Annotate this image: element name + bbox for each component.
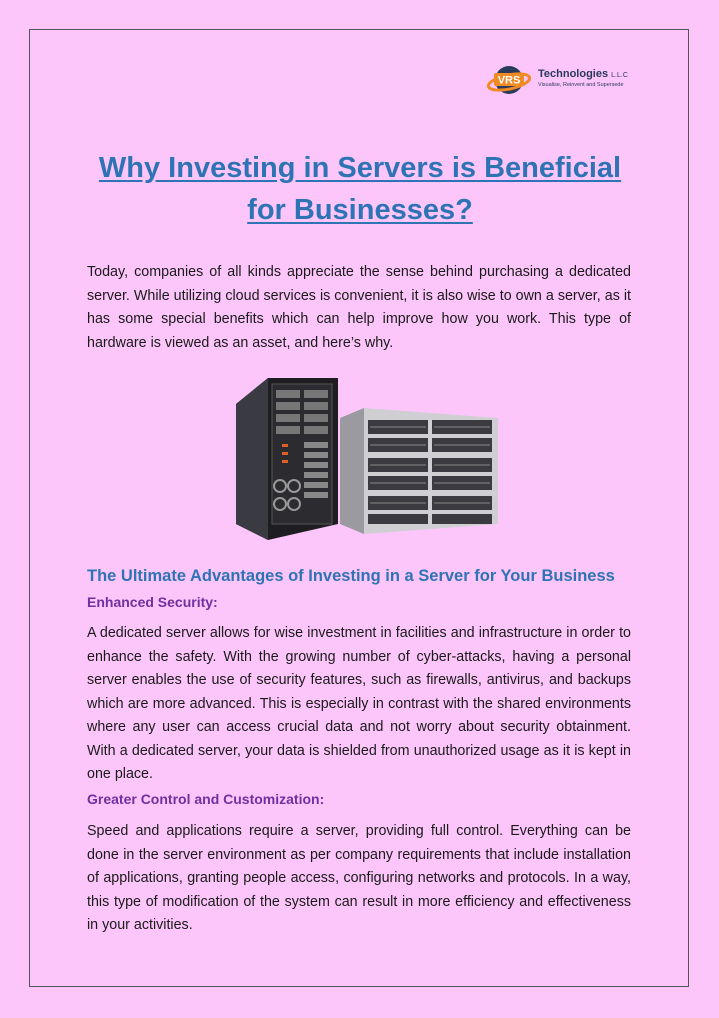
- server-hardware-image: [228, 374, 504, 544]
- company-logo: [487, 60, 637, 100]
- logo-suffix: L.L.C: [611, 72, 628, 79]
- vrs-logo-icon: [487, 60, 537, 100]
- security-heading: Enhanced Security:: [87, 594, 218, 610]
- section-heading: The Ultimate Advantages of Investing in a Server for Your Business: [87, 567, 615, 585]
- logo-tagline: Visualise, Reinvent and Supersede: [538, 82, 624, 88]
- logo-badge-text: VRS: [497, 74, 521, 87]
- control-paragraph: Speed and applications require a server, providing full control. Everything can be done in the server environment as per company requirements that include installation of applications, granting people access, configuring networks and protocols. In a way, this type of modification of the system can result in more efficiency and effectiveness in your activities.: [87, 823, 631, 933]
- title-line-1: Why Investing in Servers is Beneficial: [98, 152, 622, 184]
- security-paragraph: A dedicated server allows for wise investment in facilities and infrastructure in order to enhance the safety. With the growing number of cyber-attacks, having a personal server enables the use of security features, such as firewalls, antivirus, and backups which are more advanced. This is especially in contrast with the shared environments where any user can access crucial data and not worry about security obtainment. With a dedicated server, your data is shielded from unauthorized usage as it is kept in one place.: [87, 625, 631, 782]
- page-title: [60, 147, 660, 231]
- control-heading: Greater Control and Customization:: [87, 791, 325, 807]
- logo-company: Technologies: [538, 68, 609, 80]
- logo-company-name: [538, 68, 628, 80]
- title-line-2: for Businesses?: [247, 194, 473, 226]
- intro-paragraph: Today, companies of all kinds appreciate the sense behind purchasing a dedicated server. While utilizing cloud services is convenient, it is also wise to own a server, as it has some special benefits which can help improve how you work. This type of hardware is viewed as an asset, and here’s why.: [87, 264, 631, 351]
